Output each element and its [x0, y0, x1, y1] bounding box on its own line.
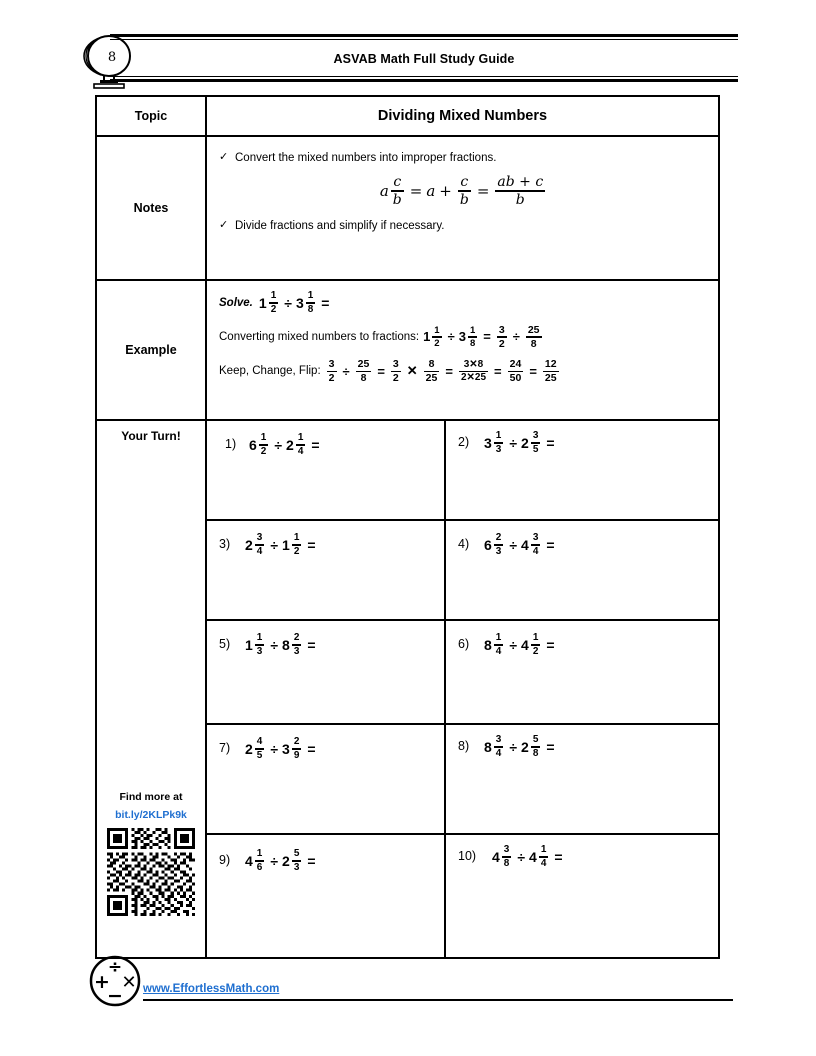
s1-f2n: 25 — [527, 323, 540, 336]
topic-label: Topic — [134, 109, 168, 123]
s2-eq1: = — [377, 363, 385, 379]
ex-n1: 1 — [270, 290, 277, 301]
topic-title: Dividing Mixed Numbers — [377, 108, 548, 124]
problem-6-expression — [484, 633, 559, 657]
problem-1-number: 1) — [225, 437, 237, 451]
s1-d1: 2 — [434, 337, 440, 349]
mixed-number-formula — [219, 175, 708, 207]
example-row — [97, 281, 718, 421]
header-top-rules — [110, 34, 738, 40]
topic-row — [97, 97, 718, 137]
problem-7-number: 7) — [219, 741, 231, 755]
example-step-1-label: Converting mixed numbers to fractions: — [219, 330, 420, 343]
ex-n2: 1 — [307, 290, 314, 301]
p9-n1: 1 — [256, 848, 263, 859]
s1-eq: = — [483, 329, 491, 345]
example-label-cell — [97, 281, 207, 419]
p6-n1: 1 — [495, 632, 502, 643]
p9-eq: = — [307, 852, 316, 869]
problem-cell-7[interactable] — [207, 725, 446, 833]
formula-c-2: c — [460, 174, 469, 191]
problem-cell-1[interactable] — [207, 421, 446, 519]
s1-f1n: 3 — [498, 323, 505, 336]
ex-d2: 8 — [307, 303, 314, 315]
p6-eq: = — [546, 636, 555, 653]
math-operations-logo-icon — [88, 955, 146, 1007]
p7-n1: 4 — [256, 736, 263, 747]
p8-n2: 5 — [532, 734, 539, 745]
website-link[interactable]: www.EffortlessMath.com — [143, 983, 280, 995]
problem-cell-3[interactable] — [207, 521, 446, 619]
problem-4-expression — [484, 533, 559, 557]
example-content-cell — [207, 281, 718, 419]
p8-d1: 4 — [495, 747, 502, 759]
worksheet-table — [95, 95, 720, 959]
your-turn-label: Your Turn! — [121, 429, 181, 443]
problem-row-1 — [207, 421, 718, 521]
p10-n2: 1 — [540, 844, 547, 855]
problem-row-2 — [207, 521, 718, 621]
problem-4-number: 4) — [458, 537, 470, 551]
formula-plus: + — [439, 182, 452, 201]
logo-times-symbol: ✕ — [121, 972, 137, 993]
p2-eq: = — [546, 434, 555, 451]
p8-d2: 8 — [532, 747, 539, 759]
p4-w2: 4 — [521, 536, 529, 553]
p10-w1: 4 — [492, 848, 500, 865]
formula-b-1: b — [392, 191, 402, 208]
problem-cell-8[interactable] — [446, 725, 718, 833]
p10-d2: 4 — [540, 857, 547, 869]
problem-8-number: 8) — [458, 739, 470, 753]
p10-div: ÷ — [517, 848, 526, 865]
p1-n2: 1 — [297, 432, 304, 443]
p1-d2: 4 — [297, 445, 304, 457]
s1-d2: 8 — [469, 337, 476, 349]
s1-div2: ÷ — [512, 329, 520, 345]
notes-bullet-2-text: Divide fractions and simplify if necessary. — [235, 219, 445, 232]
p2-div: ÷ — [509, 434, 518, 451]
problem-row-3 — [207, 621, 718, 725]
p2-w2: 2 — [521, 434, 529, 451]
find-more-text: Find more at — [119, 791, 183, 803]
solve-label: Solve. — [219, 296, 253, 309]
check-icon: ✓ — [219, 218, 229, 231]
formula-a-2: a — [426, 182, 436, 201]
p5-n1: 1 — [256, 632, 263, 643]
s2-f1n: 3 — [328, 358, 335, 371]
ex-w2: 3 — [295, 294, 304, 311]
example-step-2-label: Keep, Change, Flip: — [219, 365, 321, 378]
problem-5-number: 5) — [219, 637, 231, 651]
problem-5-expression — [245, 633, 320, 657]
p4-n1: 2 — [495, 532, 502, 543]
p7-d2: 9 — [293, 749, 300, 761]
p5-d1: 3 — [256, 645, 263, 657]
s2-f5n: 3✕8 — [463, 358, 484, 370]
p2-d1: 3 — [495, 443, 502, 455]
problem-1-expression — [249, 433, 324, 457]
s1-div: ÷ — [447, 329, 455, 345]
p2-n1: 1 — [495, 430, 502, 441]
p6-n2: 1 — [532, 632, 539, 643]
p7-n2: 2 — [293, 736, 300, 747]
your-turn-row — [97, 421, 718, 957]
p1-n1: 1 — [260, 432, 267, 443]
p3-div: ÷ — [270, 536, 279, 553]
s1-n1: 1 — [434, 324, 440, 336]
problem-cell-2[interactable] — [446, 421, 718, 519]
problem-row-4 — [207, 725, 718, 835]
p5-w1: 1 — [245, 636, 253, 653]
notes-content-cell — [207, 137, 718, 279]
s2-f2n: 25 — [357, 358, 370, 371]
p6-d1: 4 — [495, 645, 502, 657]
header-bottom-rules — [110, 74, 738, 82]
p4-d1: 3 — [495, 545, 502, 557]
p10-eq: = — [554, 848, 563, 865]
p4-n2: 3 — [532, 532, 539, 543]
p10-d1: 8 — [503, 857, 510, 869]
p5-div: ÷ — [270, 636, 279, 653]
problem-6-number: 6) — [458, 637, 470, 651]
your-turn-sidebar — [97, 421, 207, 957]
p3-eq: = — [307, 536, 316, 553]
qr-code-icon[interactable] — [107, 828, 195, 916]
problem-3-expression — [245, 533, 320, 557]
s2-f5d: 2✕25 — [460, 372, 487, 384]
find-more-block — [97, 791, 205, 916]
p5-d2: 3 — [293, 645, 300, 657]
p8-w1: 8 — [484, 738, 492, 755]
p9-d1: 6 — [256, 861, 263, 873]
p8-w2: 2 — [521, 738, 529, 755]
notes-label: Notes — [133, 201, 169, 215]
p5-eq: = — [307, 636, 316, 653]
formula-a: a — [379, 182, 389, 201]
problem-9-expression — [245, 849, 320, 873]
p4-eq: = — [546, 536, 555, 553]
problem-7-expression — [245, 737, 320, 761]
s2-div: ÷ — [342, 363, 350, 379]
formula-b-2: b — [459, 191, 469, 208]
example-problem-line — [219, 291, 708, 315]
ex-div: ÷ — [284, 294, 292, 311]
logo-minus-symbol: − — [107, 985, 123, 1007]
problems-grid — [207, 421, 718, 957]
s1-w1: 1 — [423, 329, 431, 345]
s2-f4d: 25 — [425, 372, 438, 385]
p3-w2: 1 — [282, 536, 290, 553]
page-header — [78, 30, 738, 92]
p1-w2: 2 — [286, 436, 294, 453]
p4-d2: 4 — [532, 545, 539, 557]
p3-d2: 2 — [293, 545, 300, 557]
problem-2-number: 2) — [458, 435, 470, 449]
s2-eq4: = — [529, 363, 537, 379]
short-link[interactable]: bit.ly/2KLPk9k — [115, 809, 187, 821]
p8-eq: = — [546, 738, 555, 755]
header-title-band — [110, 48, 738, 70]
p2-d2: 5 — [532, 443, 539, 455]
p6-w2: 4 — [521, 636, 529, 653]
p9-w2: 2 — [282, 852, 290, 869]
p3-w1: 2 — [245, 536, 253, 553]
page-number: 8 — [107, 50, 117, 65]
logo-divide-symbol: ÷ — [107, 957, 123, 977]
formula-numerator: ab + c — [497, 174, 544, 191]
s2-f4n: 8 — [428, 358, 435, 371]
notes-row — [97, 137, 718, 281]
problem-cell-9[interactable] — [207, 835, 446, 957]
p4-div: ÷ — [509, 536, 518, 553]
p8-n1: 3 — [495, 734, 502, 745]
s2-f7d: 25 — [544, 372, 557, 385]
p1-eq: = — [311, 436, 320, 453]
problem-cell-5[interactable] — [207, 621, 446, 723]
footer-rule — [143, 999, 733, 1001]
topic-value-cell — [207, 97, 718, 135]
p5-n2: 2 — [293, 632, 300, 643]
s2-f7n: 12 — [544, 358, 557, 371]
s2-times: ✕ — [406, 363, 418, 379]
p2-w1: 3 — [484, 434, 492, 451]
ex-eq: = — [321, 294, 330, 311]
s1-f2d: 8 — [530, 337, 537, 350]
problem-3-number: 3) — [219, 537, 231, 551]
p3-n2: 1 — [293, 532, 300, 543]
problem-10-number: 10) — [458, 849, 477, 863]
s2-f2d: 8 — [360, 372, 367, 385]
problem-8-expression — [484, 735, 559, 759]
p8-div: ÷ — [509, 738, 518, 755]
s2-eq2: = — [445, 363, 453, 379]
logo-plus-symbol: + — [94, 971, 110, 993]
problem-cell-10[interactable] — [446, 835, 718, 957]
p5-w2: 8 — [282, 636, 290, 653]
p6-div: ÷ — [509, 636, 518, 653]
formula-eq-1: = — [409, 182, 423, 201]
notes-bullet-1-text: Convert the mixed numbers into improper fractions. — [235, 152, 497, 164]
s2-f6n: 24 — [509, 358, 522, 371]
p7-div: ÷ — [270, 740, 279, 757]
p7-w2: 3 — [282, 740, 290, 757]
p9-w1: 4 — [245, 852, 253, 869]
s1-n2: 1 — [469, 324, 476, 336]
p7-eq: = — [307, 740, 316, 757]
s1-w2: 3 — [458, 329, 466, 345]
p10-w2: 4 — [529, 848, 537, 865]
check-icon: ✓ — [219, 151, 229, 163]
topic-label-cell — [97, 97, 207, 135]
p2-n2: 3 — [532, 430, 539, 441]
s2-f3n: 3 — [392, 358, 399, 371]
s2-f6d: 50 — [509, 372, 522, 385]
p9-div: ÷ — [270, 852, 279, 869]
example-step-2 — [219, 359, 708, 384]
example-step-1 — [219, 325, 708, 350]
formula-eq-2: = — [476, 182, 490, 201]
s2-eq3: = — [494, 363, 502, 379]
p1-d1: 2 — [260, 445, 267, 457]
formula-c-1: c — [393, 174, 402, 191]
p1-div: ÷ — [274, 436, 283, 453]
example-label: Example — [125, 343, 177, 357]
p7-d1: 5 — [256, 749, 263, 761]
p3-n1: 3 — [256, 532, 263, 543]
ex-w1: 1 — [258, 294, 267, 311]
p6-w1: 8 — [484, 636, 492, 653]
problem-cell-4[interactable] — [446, 521, 718, 619]
p4-w1: 6 — [484, 536, 492, 553]
p3-d1: 4 — [256, 545, 263, 557]
p6-d2: 2 — [532, 645, 539, 657]
problem-2-expression — [484, 431, 559, 455]
problem-10-expression — [492, 845, 567, 869]
formula-denominator: b — [515, 191, 525, 208]
p9-n2: 5 — [293, 848, 300, 859]
p1-w1: 6 — [249, 436, 257, 453]
p9-d2: 3 — [293, 861, 300, 873]
notes-bullet-2 — [219, 219, 708, 233]
notes-label-cell — [97, 137, 207, 279]
s2-f3d: 2 — [392, 372, 399, 385]
s2-f1d: 2 — [328, 372, 335, 385]
problem-9-number: 9) — [219, 853, 231, 867]
s1-f1d: 2 — [498, 337, 505, 350]
problem-cell-6[interactable] — [446, 621, 718, 723]
page-footer — [88, 955, 738, 1015]
notes-bullet-1 — [219, 151, 708, 165]
page-title: ASVAB Math Full Study Guide — [333, 52, 515, 66]
p7-w1: 2 — [245, 740, 253, 757]
p10-n1: 3 — [503, 844, 510, 855]
ex-d1: 2 — [270, 303, 277, 315]
problem-row-5 — [207, 835, 718, 957]
